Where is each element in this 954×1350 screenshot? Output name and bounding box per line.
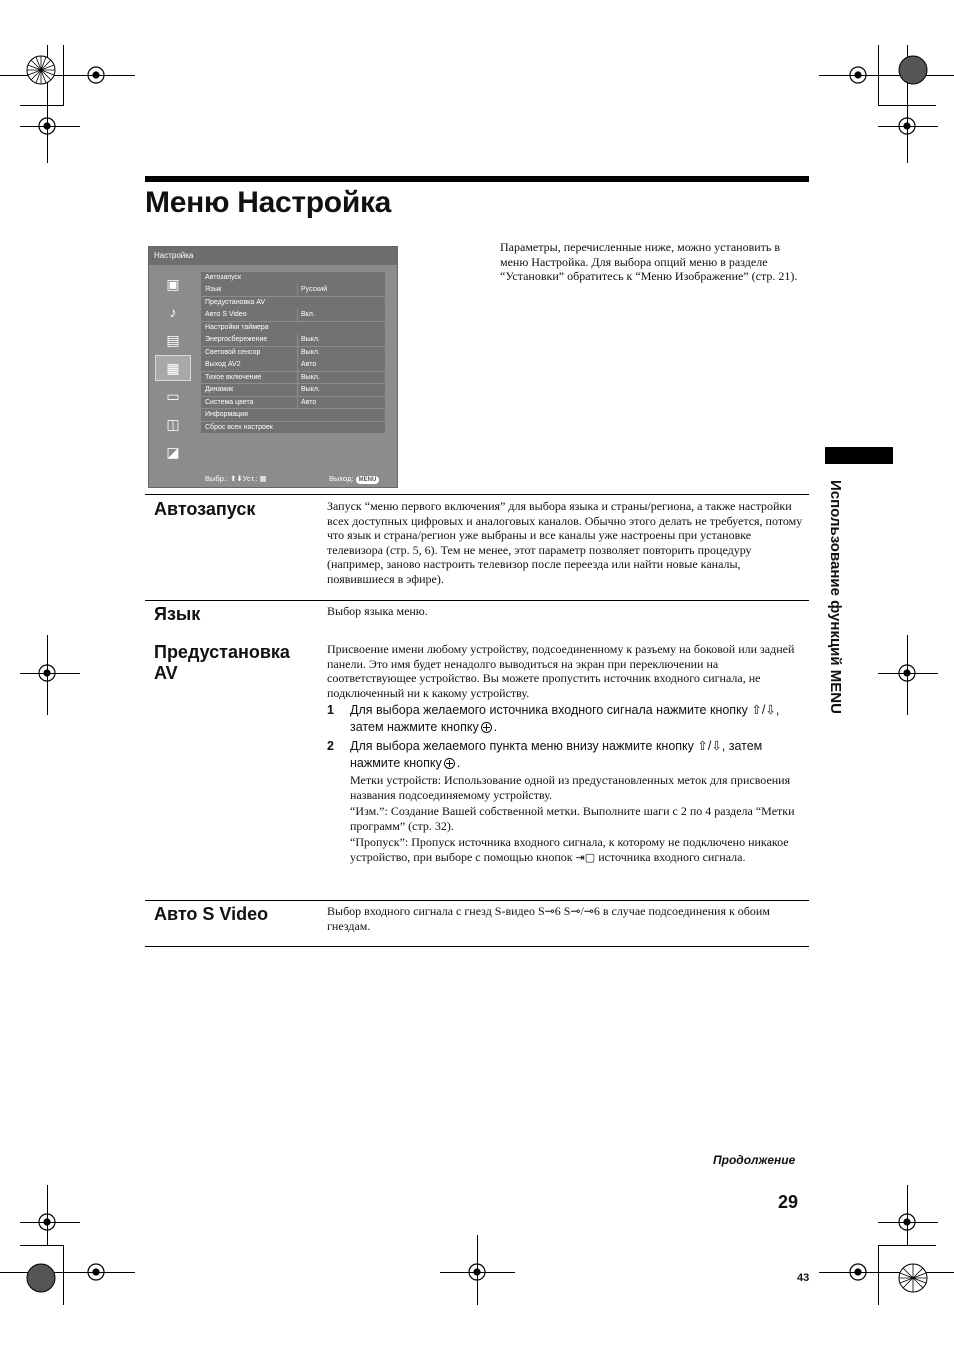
chapter-label-text: Использование функций MENU — [827, 480, 844, 714]
section-divider — [145, 494, 809, 495]
note-skip — [327, 835, 809, 865]
tv-menu-screenshot — [148, 246, 398, 488]
ext-icon: ◪ — [166, 444, 180, 460]
tv-menu-row-label: Язык — [205, 286, 222, 294]
tv-menu-footer-exit — [329, 471, 379, 487]
tv-menu-row-label: Информация — [205, 411, 248, 419]
tv-menu-row — [201, 359, 385, 371]
section-divider — [145, 600, 809, 601]
tv-menu-row-value: Выкл. — [301, 336, 320, 344]
section-title-autostart: Автозапуск — [154, 499, 256, 519]
channel-icon: ▤ — [166, 332, 180, 348]
tv-menu-row-separator — [297, 359, 298, 371]
step-number: 1 — [327, 703, 334, 717]
tv-menu-row-separator — [297, 384, 298, 396]
tv-menu-row-value: Вкл. — [301, 311, 315, 319]
section-title-auto-svideo: Авто S Video — [154, 904, 269, 924]
chapter-label — [826, 480, 846, 770]
tv-menu-header: Настройка — [149, 247, 397, 265]
tv-menu-row-label: Автозапуск — [205, 274, 242, 281]
ok-button-icon — [444, 758, 455, 769]
tv-menu-row-label: Авто S Video — [205, 311, 247, 319]
tv-menu-row — [201, 384, 385, 396]
av-preset-description: Присвоение имени любому устройству, подсоединенному к разъему на боковой или задней панели. Это имя будет ненадолго выводиться на экран при переключении на соответствующее устройство. Вы можете пропустить источник входного сигнала, не подключенный ни к какому устройству. — [327, 642, 795, 700]
menu-key-icon: MENU — [356, 476, 380, 484]
tv-menu-footer-select: Выбр.: ⬆⬇Уст.: ▦ — [205, 474, 267, 483]
tv-menu-row-label: Энергосбережение — [205, 336, 268, 344]
note-skip-text: “Пропуск”: Пропуск источника входного сигнала, к которому не подключено никакое устройство, при выборе с помощью кнопок — [350, 835, 789, 864]
sound-icon: ♪ — [169, 304, 177, 320]
step-1-text: Для выбора желаемого источника входного сигнала нажмите кнопку ⇧/⇩, затем нажмите кнопку — [350, 703, 780, 734]
picture-icon: ▣ — [166, 276, 180, 292]
ok-button-icon — [481, 722, 492, 733]
tv-menu-row-separator — [297, 334, 298, 346]
tv-menu-row-label: Световой сенсор — [205, 348, 261, 356]
pc-icon: ▭ — [166, 388, 180, 404]
tv-menu-row-label: Система цвета — [205, 398, 254, 406]
section-body-autostart: Запуск “меню первого включения” для выбора языка и страны/региона, а также настройки всех доступных цифровых и аналоговых каналов. Обычно этого делать не требуется, потому что язык и страна/регион уже выбраны и все каналы уже настроены при установке телевизора (стр. 5, 6). Тем не менее, этот параметр позволяет повторить процедуру (например, заново настроить телевизор после переезда или найти новые каналы, появившиеся в эфире). — [327, 499, 803, 586]
tv-menu-row — [201, 334, 385, 346]
section-title-language: Язык — [154, 604, 201, 624]
tv-menu-row-label: Динамик — [205, 386, 234, 394]
tv-menu-row-label: Предустановка AV — [205, 298, 266, 306]
title-rule — [145, 176, 809, 182]
section-divider — [145, 900, 809, 901]
input-select-icon: ⇥▢ — [575, 850, 596, 864]
tv-menu-footer — [149, 471, 397, 487]
step-1: 1 Для выбора желаемого источника входного сигнала нажмите кнопку ⇧/⇩, затем нажмите кнопку . — [327, 703, 780, 734]
intro-text: Параметры, перечисленные ниже, можно установить в меню Настройка. Для выбора опций меню в разделе “Установки” обратитесь к “Меню Изображение” (стр. 21). — [500, 240, 798, 283]
tv-menu-row — [201, 272, 385, 284]
tv-menu-row — [201, 422, 385, 434]
section-body-av-preset — [327, 642, 809, 865]
tv-menu-row-value: Выкл. — [301, 373, 320, 381]
print-page-number: 43 — [797, 1272, 810, 1284]
tv-menu-row-value: Выкл. — [301, 348, 320, 356]
tv-menu-row-value: Авто — [301, 398, 317, 406]
tv-menu-row — [201, 322, 385, 334]
tv-menu-row-value: Выкл. — [301, 386, 320, 394]
tv-menu-row — [201, 309, 385, 321]
tv-menu-icon-column — [153, 267, 193, 469]
exit-label: Выход: — [329, 474, 354, 483]
section-body-language: Выбор языка меню. — [327, 604, 428, 618]
section-title-av-preset: Предустановка AV — [154, 642, 290, 683]
page-title: Меню Настройка — [145, 186, 392, 219]
tv-menu-rows — [201, 272, 385, 434]
tv-menu-row — [201, 397, 385, 409]
tv-menu-row-value: Русский — [301, 286, 327, 294]
tv-menu-row-label: Сброс всех настроек — [205, 423, 273, 431]
chapter-tab — [825, 447, 893, 464]
tv-menu-row — [201, 284, 385, 296]
tv-menu-row — [201, 297, 385, 309]
tv-menu-row-separator — [297, 397, 298, 409]
section-body-auto-svideo: Выбор входного сигнала с гнезд S-видео S⊸6 S⊸/⊸6 в случае подсоединения к обоим гнездам. — [327, 904, 770, 933]
tv-menu-row-label: Тихое включение — [205, 373, 262, 381]
tv-menu-row-separator — [297, 309, 298, 321]
tv-menu-row — [201, 372, 385, 384]
tv-menu-row-label: Выход AV2 — [205, 361, 241, 369]
tv-menu-row-separator — [297, 372, 298, 384]
tv-menu-row-separator — [297, 284, 298, 296]
step-2: 2 Для выбора желаемого пункта меню внизу нажмите кнопку ⇧/⇩, затем нажмите кнопку . — [327, 739, 763, 770]
tv-menu-row — [201, 409, 385, 421]
step-number: 2 — [327, 739, 334, 753]
note-skip-text-end: источника входного сигнала. — [598, 849, 746, 864]
tv-menu-row — [201, 347, 385, 359]
tv-menu-row-separator — [297, 347, 298, 359]
note-device-labels: Метки устройств: Использование одной из предустановленных меток для присвоения названия подсоединяемому устройству. — [350, 773, 791, 802]
tv-menu-row-value: Авто — [301, 361, 317, 369]
continued-label: Продолжение — [713, 1153, 796, 1167]
section-divider — [145, 946, 809, 947]
input-icon: ◫ — [166, 416, 180, 432]
step-2-text: Для выбора желаемого пункта меню внизу нажмите кнопку ⇧/⇩, затем нажмите кнопку — [350, 739, 763, 770]
tv-menu-row-label: Настройки таймера — [205, 323, 269, 331]
page-number: 29 — [778, 1192, 799, 1212]
note-edit: “Изм.”: Создание Вашей собственной метки. Выполните шаги с 2 по 4 раздела “Метки программ” (стр. 32). — [350, 804, 795, 833]
setup-icon: ▦ — [155, 355, 191, 381]
